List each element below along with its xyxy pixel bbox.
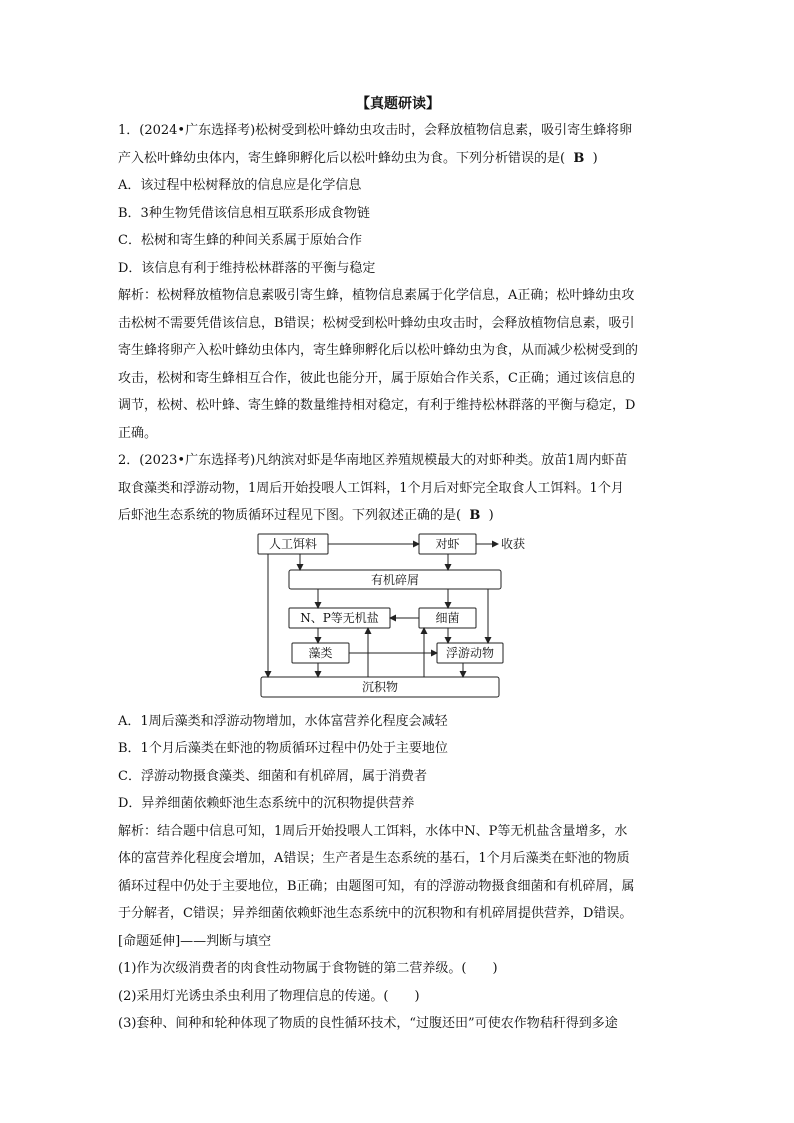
q2-analysis-line-1: 解析：结合题中信息可知，1周后开始投喂人工饵料，水体中N、P等无机盐含量增多，水 bbox=[118, 823, 628, 839]
q1-stem-line-2 bbox=[118, 145, 678, 173]
question-1 bbox=[118, 117, 678, 447]
material-cycle-diagram bbox=[118, 532, 678, 704]
q2-stem-line-3-text: 后虾池生态系统的物质循环过程见下图。下列叙述正确的是( bbox=[118, 508, 462, 523]
q1-option-b: B．3种生物凭借该信息相互联系形成食物链 bbox=[118, 205, 370, 221]
q1-option-d: D．该信息有利于维持松林群落的平衡与稳定 bbox=[118, 260, 376, 276]
extension-item-2: (2)采用灯光诱虫杀虫利用了物理信息的传递。( ) bbox=[118, 988, 420, 1004]
q1-option-c: C．松树和寄生蜂的种间关系属于原始合作 bbox=[118, 233, 362, 248]
q2-analysis-line-3: 循环过程中仍处于主要地位，B正确；由题图可知，有的浮游动物摄食细菌和有机碎屑，属 bbox=[118, 878, 635, 894]
q2-analysis-line-4: 于分解者，C错误；异养细菌依赖虾池生态系统中的沉积物和有机碎屑提供营养，D错误。 bbox=[118, 906, 633, 921]
extension-title: [命题延伸]——判断与填空 bbox=[118, 933, 272, 949]
question-2 bbox=[118, 447, 678, 928]
diagram-arrows bbox=[118, 532, 678, 704]
q1-stem-line-2-text: 产入松叶蜂幼虫体内，寄生蜂卵孵化后以松叶蜂幼虫为食。下列分析错误的是( bbox=[118, 150, 566, 166]
label-bacteria: 细菌 bbox=[435, 610, 460, 625]
extension-item-3: (3)套种、间种和轮种体现了物质的良性循环技术，“过腹还田”可使农作物秸秆得到多途 bbox=[118, 1016, 618, 1031]
label-zooplankton: 浮游动物 bbox=[445, 645, 494, 660]
q2-stem-line-1: 2．(2023•广东选择考)凡纳滨对虾是华南地区养殖规模最大的对虾种类。放苗1周内虾苗 bbox=[118, 453, 628, 468]
q1-stem-close: ) bbox=[592, 150, 598, 166]
q2-analysis-line-2: 体的富营养化程度会增加，A错误；生产者是生态系统的基石，1个月后藻类在虾池的物质 bbox=[118, 851, 630, 866]
q1-option-a: A．该过程中松树释放的信息应是化学信息 bbox=[118, 178, 362, 193]
document-page bbox=[118, 93, 678, 1038]
section-heading: 【真题研读】 bbox=[356, 96, 440, 112]
label-artificial-feed: 人工饵料 bbox=[268, 536, 317, 551]
q1-analysis-line-2: 击松树不需要凭借该信息，B错误；松树受到松叶蜂幼虫攻击时，会释放植物信息素，吸引 bbox=[118, 315, 635, 331]
q2-option-b: B．1个月后藻类在虾池的物质循环过程中仍处于主要地位 bbox=[118, 741, 448, 756]
q2-stem-line-2: 取食藻类和浮游动物，1周后开始投喂人工饵料，1个月后对虾完全取食人工饵料。1个月 bbox=[118, 480, 624, 496]
q2-option-a: A．1周后藻类和浮游动物增加，水体富营养化程度会减轻 bbox=[118, 713, 448, 729]
q2-stem-close: ) bbox=[488, 508, 494, 523]
extension-item-1: (1)作为次级消费者的肉食性动物属于食物链的第二营养级。( ) bbox=[118, 961, 498, 976]
label-organic-debris: 有机碎屑 bbox=[370, 572, 419, 587]
q1-analysis-line-1: 解析：松树释放植物信息素吸引寄生蜂，植物信息素属于化学信息，A正确；松叶蜂幼虫攻 bbox=[118, 288, 635, 303]
q1-analysis-line-4: 攻击，松树和寄生蜂相互合作，彼此也能分开，属于原始合作关系，C正确；通过该信息的 bbox=[118, 370, 635, 386]
label-shrimp: 对虾 bbox=[435, 536, 460, 551]
q2-option-d: D．异养细菌依赖虾池生态系统中的沉积物提供营养 bbox=[118, 796, 415, 811]
q1-stem-line-1: 1．(2024•广东选择考)松树受到松叶蜂幼虫攻击时，会释放植物信息素，吸引寄生蜂将卵 bbox=[118, 123, 633, 138]
q1-analysis-line-3: 寄生蜂将卵产入松叶蜂幼虫体内，寄生蜂卵孵化后以松叶蜂幼虫为食，从而减少松树受到的 bbox=[118, 343, 639, 358]
label-sediment: 沉积物 bbox=[361, 679, 398, 694]
q2-stem-line-3 bbox=[118, 502, 678, 530]
q2-option-c: C．浮游动物摄食藻类、细菌和有机碎屑，属于消费者 bbox=[118, 768, 427, 784]
q1-analysis-line-6: 正确。 bbox=[118, 425, 158, 441]
extension-section bbox=[118, 928, 678, 1038]
label-harvest: 收获 bbox=[501, 536, 526, 551]
q1-answer: B bbox=[573, 150, 585, 166]
q1-analysis-line-5: 调节，松树、松叶蜂、寄生蜂的数量维持相对稳定，有利于维持松林群落的平衡与稳定，D bbox=[118, 398, 636, 413]
label-inorganic-salts: N、P等无机盐 bbox=[300, 610, 379, 625]
label-algae: 藻类 bbox=[308, 645, 333, 660]
q2-answer: B bbox=[469, 508, 481, 523]
